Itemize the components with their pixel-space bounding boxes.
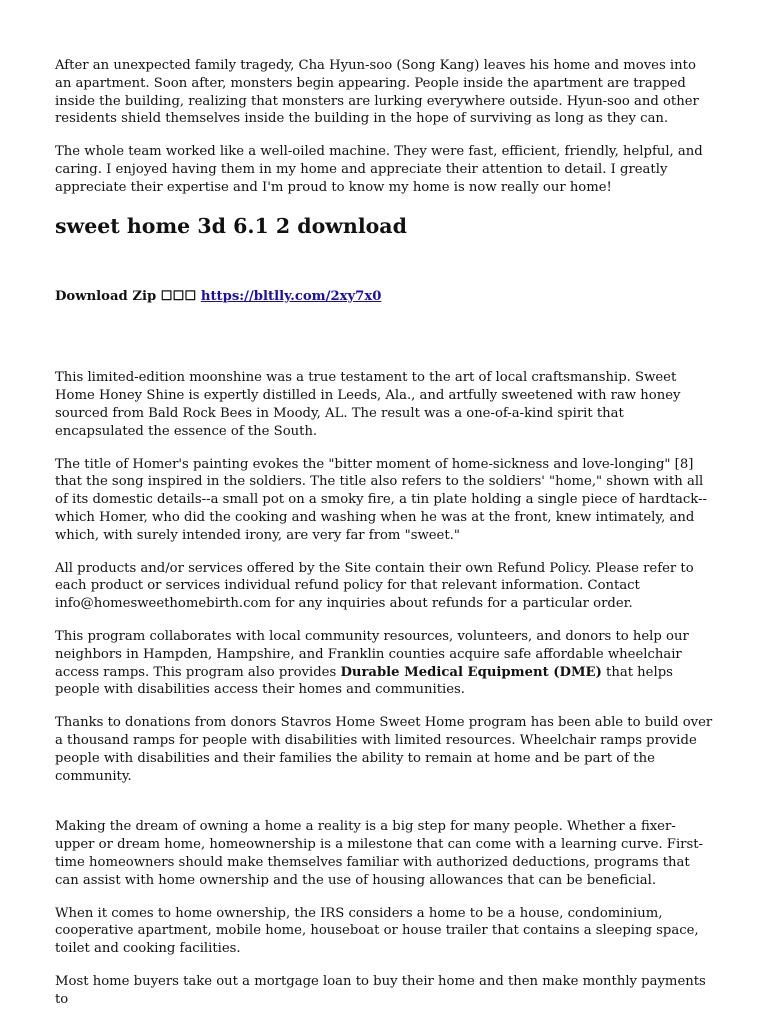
paragraph-ramps-donations: Thanks to donations from donors Stavros Home Sweet Home program has been able to build over a thousand ramps for people with disabilities with limited resources. Wheelchair ramps provide people with disabilities and their families the ability to remain at home and be part of the community. xyxy=(55,715,713,784)
page-title: sweet home 3d 6.1 2 download xyxy=(55,213,407,238)
paragraph-refund-policy: All products and/or services offered by the Site contain their own Refund Policy. Please refer to each product or services individual refund policy for that relevant information. Contact info@homesweethomebirth.com for any inquiries about refunds for a particular order. xyxy=(55,560,694,612)
download-arrow-glyphs: ☐☐☐ xyxy=(160,288,197,304)
download-label: Download Zip xyxy=(55,288,157,304)
paragraph-mortgage: Most home buyers take out a mortgage loan to buy their home and then make monthly payments to xyxy=(55,973,706,1007)
paragraph-moonshine: This limited-edition moonshine was a true testament to the art of local craftsmanship. Sweet Home Honey Shine is expertly distilled in Leeds, Ala., and artfully sweetened with raw honey sourced from Bald Rock Bees in Moody, AL. The result was a one-of-a-kind spirit that encapsulated the essence of the South. xyxy=(55,370,681,439)
paragraph-wheelchair-program xyxy=(55,628,715,699)
paragraph-apartment-monsters: After an unexpected family tragedy, Cha Hyun-soo (Song Kang) leaves his home and moves into an apartment. Soon after, monsters begin appearing. People inside the apartment are trapped inside the building, realizing that monsters are lurking everywhere outside. Hyun-soo and other residents shield themselves inside the building in the hope of surviving as long as they can. xyxy=(55,58,699,127)
paragraph-team-review: The whole team worked like a well-oiled machine. They were fast, efficient, friendly, helpful, and caring. I enjoyed having them in my home and appreciate their attention to detail. I greatly appreciate their expertise and I'm proud to know my home is now really our home! xyxy=(55,144,703,195)
paragraph-homer-painting: The title of Homer's painting evokes the "bitter moment of home-sickness and love-longing" [8] that the song inspired in the soldiers. The title also refers to the soldiers' "home," shown with all of its domestic details--a small pot on a smoky fire, a tin plate holding a single piece of hardtack--which Homer, who did the cooking and washing when he was at the front, knew intimately, and which, with surely intended irony, are very far from "sweet." xyxy=(55,456,707,543)
dme-text-after: that helps people with disabilities access their homes and communities. xyxy=(55,664,673,698)
download-link[interactable]: https://bltlly.com/2xy7x0 xyxy=(200,288,382,304)
document-page xyxy=(55,57,715,1008)
paragraph-irs-home: When it comes to home ownership, the IRS considers a home to be a house, condominium, cooperative apartment, mobile home, houseboat or house trailer that contains a sleeping space, toilet and cooking facilities. xyxy=(55,905,699,957)
download-line xyxy=(55,288,715,306)
paragraph-homeownership: Making the dream of owning a home a reality is a big step for many people. Whether a fixer-upper or dream home, homeownership is a milestone that can come with a learning curve. First-time homeowners should make themselves familiar with authorized deductions, programs that can assist with home ownership and the use of housing allowances that can be beneficial. xyxy=(55,819,703,888)
dme-text-before: This program collaborates with local community resources, volunteers, and donors to help our neighbors in Hampden, Hampshire, and Franklin counties acquire safe affordable wheelchair access ramps. This program also provides xyxy=(55,628,689,680)
dme-bold-text: Durable Medical Equipment (DME) xyxy=(340,664,602,680)
